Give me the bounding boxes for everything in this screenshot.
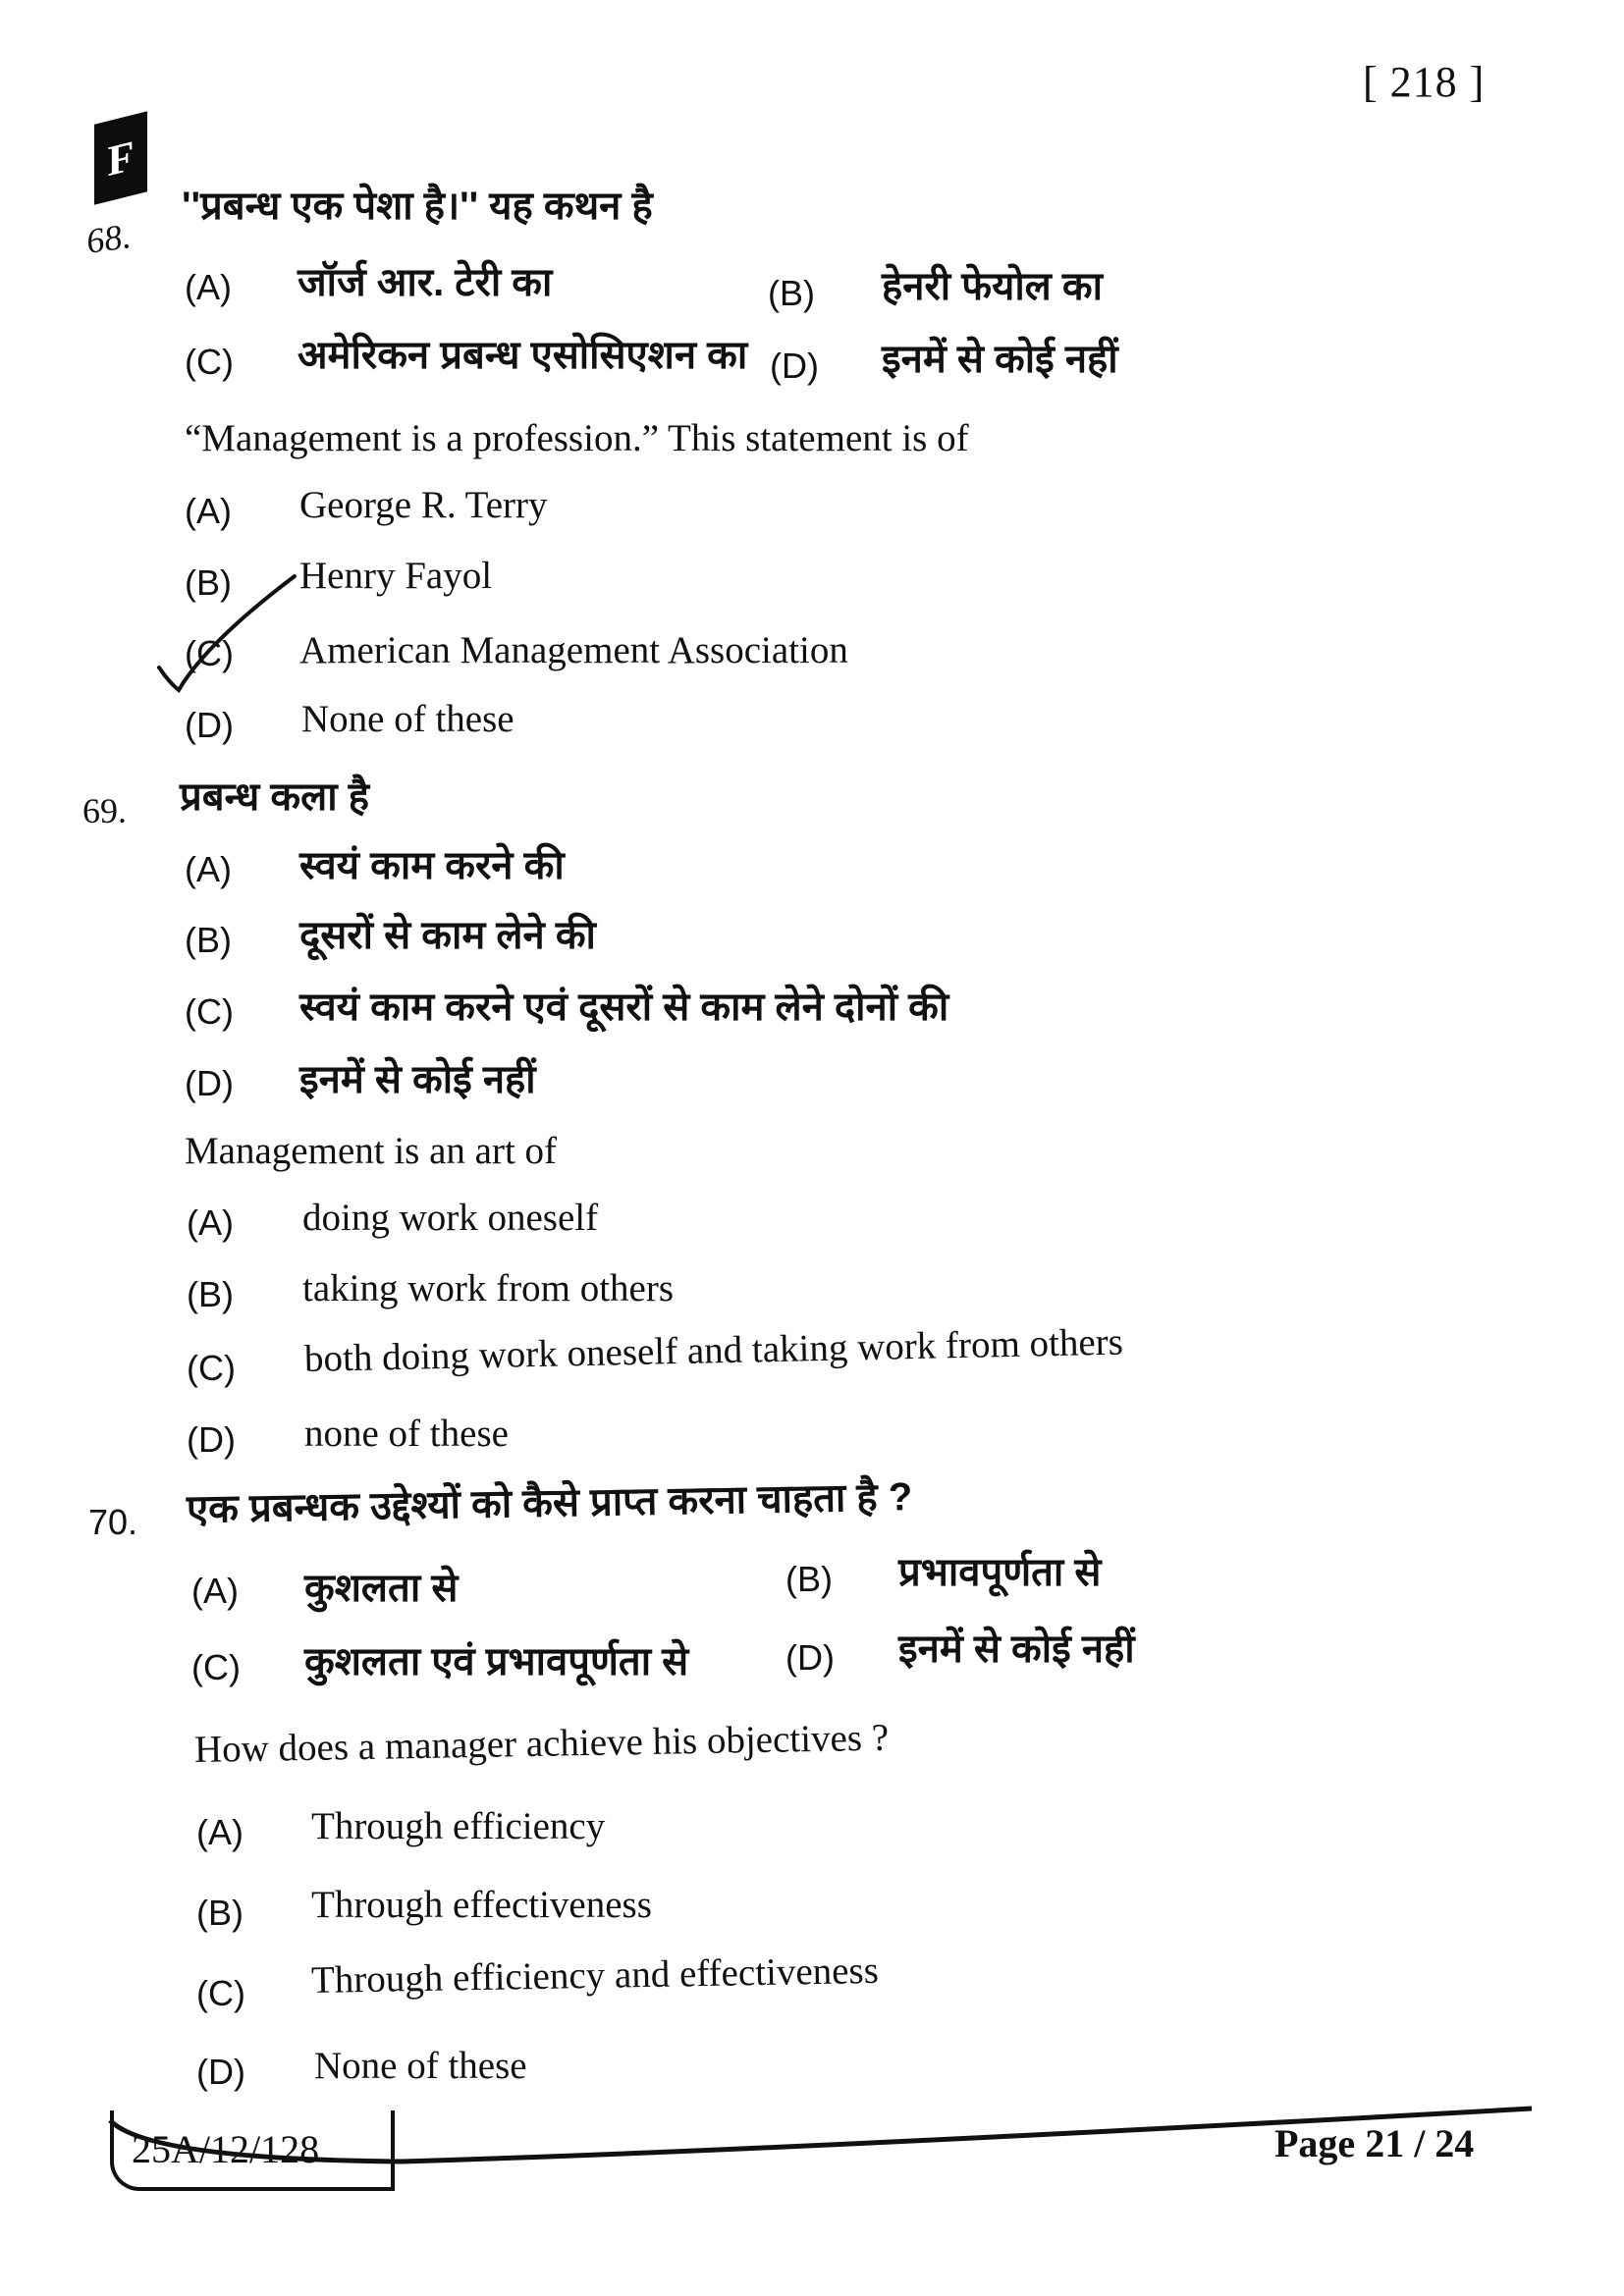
page-code: [ 218 ]	[1363, 58, 1486, 106]
option-label: (C)	[185, 633, 234, 673]
option-label: (A)	[191, 1571, 239, 1611]
question-number: 69.	[82, 791, 127, 830]
option-text-hindi: अमेरिकन प्रबन्ध एसोसिएशन का	[298, 334, 748, 377]
option-text-english: George R. Terry	[299, 484, 548, 526]
option-label: (A)	[196, 1812, 244, 1852]
option-text-english: taking work from others	[302, 1267, 675, 1309]
option-text-hindi: हेनरी फेयोल का	[882, 265, 1103, 308]
option-text-english: American Management Association	[299, 629, 848, 671]
option-label: (C)	[187, 1348, 236, 1388]
option-label: (B)	[785, 1559, 833, 1599]
option-label: (C)	[185, 991, 234, 1032]
option-text-english: Through efficiency	[311, 1805, 606, 1847]
option-label: (D)	[185, 705, 234, 745]
option-label: (C)	[191, 1647, 241, 1687]
question-text-english: “Management is a profession.” This statement is of	[185, 417, 969, 459]
option-label: (D)	[185, 1063, 234, 1103]
question-number: 68.	[83, 216, 134, 261]
question-text-hindi: प्रबन्ध कला है	[180, 775, 369, 819]
option-label: (C)	[196, 1973, 245, 2013]
option-label: (A)	[185, 267, 232, 307]
option-label: (B)	[196, 1893, 244, 1933]
option-text-hindi: कुशलता एवं प्रभावपूर्णता से	[304, 1640, 689, 1683]
option-text-english: None of these	[314, 2045, 527, 2087]
page-label: Page 21 / 24	[1274, 2121, 1475, 2165]
option-label: (C)	[185, 342, 234, 382]
question-text-english: How does a manager achieve his objectives ?	[193, 1716, 890, 1771]
option-label: (A)	[187, 1202, 234, 1243]
option-label: (A)	[185, 491, 232, 531]
option-label: (D)	[196, 2052, 245, 2092]
option-text-english: doing work oneself	[302, 1197, 599, 1239]
option-text-hindi: स्वयं काम करने की	[299, 844, 565, 887]
option-label: (D)	[187, 1419, 236, 1460]
option-label: (D)	[785, 1637, 835, 1678]
option-text-english: both doing work oneself and taking work from others	[303, 1320, 1124, 1380]
option-text-hindi: इनमें से कोई नहीं	[898, 1628, 1135, 1671]
option-text-hindi: इनमें से कोई नहीं	[299, 1058, 536, 1101]
option-text-hindi: स्वयं काम करने एवं दूसरों से काम लेने दोनों की	[299, 986, 949, 1029]
option-text-hindi: कुशलता से	[304, 1567, 459, 1610]
checkmark-icon	[147, 574, 324, 702]
question-text-hindi: ''प्रबन्ध एक पेशा है।'' यह कथन है	[182, 185, 653, 228]
option-label: (B)	[768, 273, 815, 313]
option-text-english: Through effectiveness	[311, 1884, 652, 1926]
option-label: (B)	[185, 562, 232, 603]
option-label: (B)	[187, 1274, 234, 1314]
question-text-hindi: एक प्रबन्धक उद्देश्यों को कैसे प्राप्त करना चाहता है ?	[186, 1475, 913, 1531]
option-text-english: none of these	[304, 1413, 509, 1455]
option-text-english: Through efficiency and effectiveness	[310, 1949, 880, 2002]
option-text-hindi: दूसरों से काम लेने की	[299, 914, 596, 957]
option-text-hindi: प्रभावपूर्णता से	[898, 1551, 1102, 1594]
option-label: (A)	[185, 849, 232, 889]
option-text-english: None of these	[301, 698, 514, 740]
option-text-hindi: जॉर्ज आर. टेरी का	[298, 261, 553, 304]
option-label: (B)	[185, 920, 232, 960]
question-number: 70.	[88, 1502, 138, 1542]
option-text-english: Henry Fayol	[299, 555, 493, 597]
question-text-english: Management is an art of	[185, 1130, 558, 1172]
set-badge: F	[94, 111, 147, 204]
option-text-hindi: इनमें से कोई नहीं	[882, 338, 1118, 381]
option-label: (D)	[770, 346, 819, 386]
paper-code: 25A/12/128	[110, 2110, 395, 2191]
